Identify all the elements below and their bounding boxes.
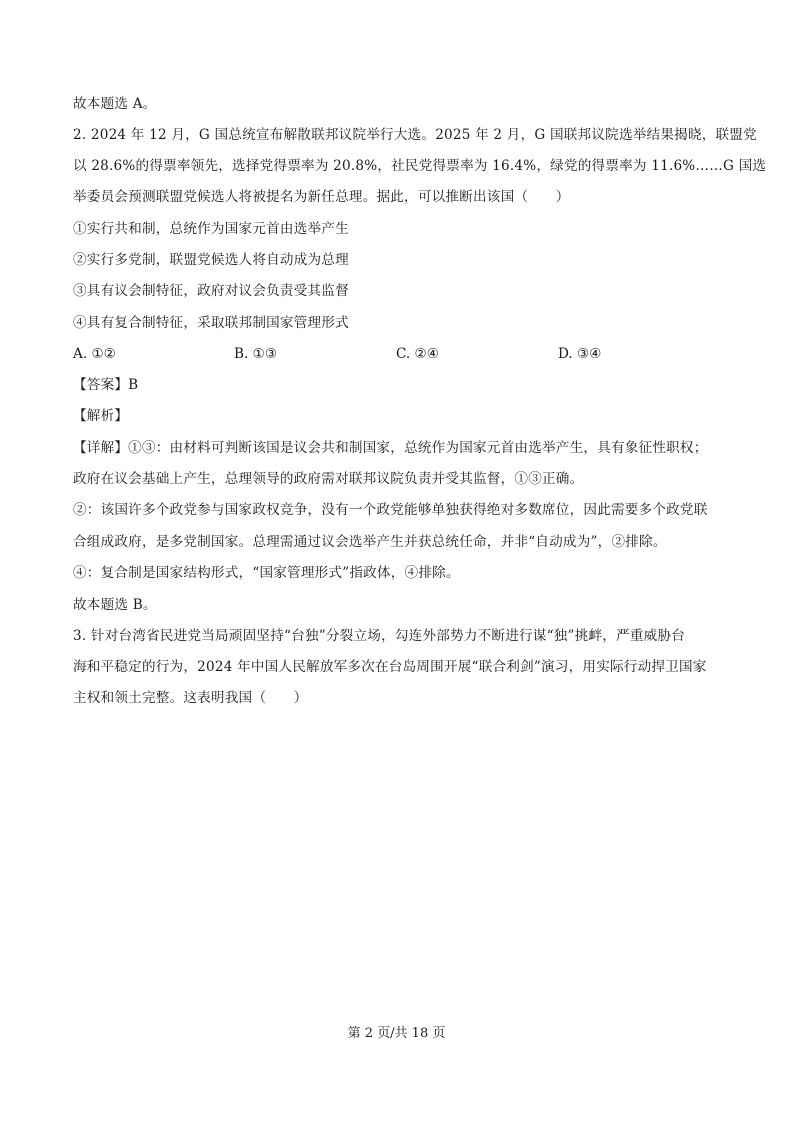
prev-conclusion: 故本题选 A。 — [73, 96, 157, 112]
q2-answer: 【答案】B — [73, 377, 139, 393]
q3-stem-line-3: 主权和领土完整。这表明我国（ ） — [73, 690, 308, 706]
page-footer: 第 2 页/共 18 页 — [347, 1026, 446, 1041]
q2-stem-line-1: 2. 2024 年 12 月，G 国总统宣布解散联邦议院举行大选。2025 年 2 月，G 国联邦议院选举结果揭晓，联盟党 — [73, 127, 757, 143]
q2-detail-line-1: 【详解】①③：由材料可判断该国是议会共和制国家，总统作为国家元首由选举产生，具有象征性职权； — [73, 440, 708, 456]
q2-detail-line-2: 政府在议会基础上产生，总理领导的政府需对联邦议院负责并受其监督，①③正确。 — [73, 471, 584, 487]
q2-detail-line-5: ④：复合制是国家结构形式，“国家管理形式”指政体，④排除。 — [73, 565, 460, 581]
q2-option-c: C. ②④ — [396, 346, 439, 362]
q2-option-b: B. ①③ — [234, 346, 278, 362]
q2-statement-1: ①实行共和制，总统作为国家元首由选举产生 — [73, 221, 349, 237]
q2-detail-line-3: ②：该国许多个政党参与国家政权竞争，没有一个政党能够单独获得绝对多数席位，因此需要多个政党联 — [73, 502, 708, 518]
q2-analysis-label: 【解析】 — [73, 408, 129, 424]
q2-option-a: A. ①② — [73, 346, 116, 362]
q2-stem-line-2: 以 28.6%的得票率领先，选择党得票率为 20.8%，社民党得票率为 16.4%，绿党的得票率为 11.6%……G 国选 — [73, 158, 767, 174]
q2-statement-2: ②实行多党制，联盟党候选人将自动成为总理 — [73, 252, 349, 268]
q3-stem-line-2: 海和平稳定的行为，2024 年中国人民解放军多次在台岛周围开展“联合利剑”演习，用实际行动捍卫国家 — [73, 659, 707, 675]
q2-conclusion: 故本题选 B。 — [73, 597, 157, 613]
q2-option-d: D. ③④ — [558, 346, 602, 362]
q2-stem-line-3: 举委员会预测联盟党候选人将被提名为新任总理。据此，可以推断出该国（ ） — [73, 189, 570, 205]
q2-statement-3: ③具有议会制特征，政府对议会负责受其监督 — [73, 283, 349, 299]
q2-statement-4: ④具有复合制特征，采取联邦制国家管理形式 — [73, 315, 349, 331]
q3-stem-line-1: 3. 针对台湾省民进党当局顽固坚持“台独”分裂立场，勾连外部势力不断进行谋“独”挑衅，严重威胁台 — [73, 628, 686, 644]
q2-detail-line-4: 合组成政府，是多党制国家。总理需通过议会选举产生并获总统任命，并非“自动成为”，②排除。 — [73, 534, 667, 550]
